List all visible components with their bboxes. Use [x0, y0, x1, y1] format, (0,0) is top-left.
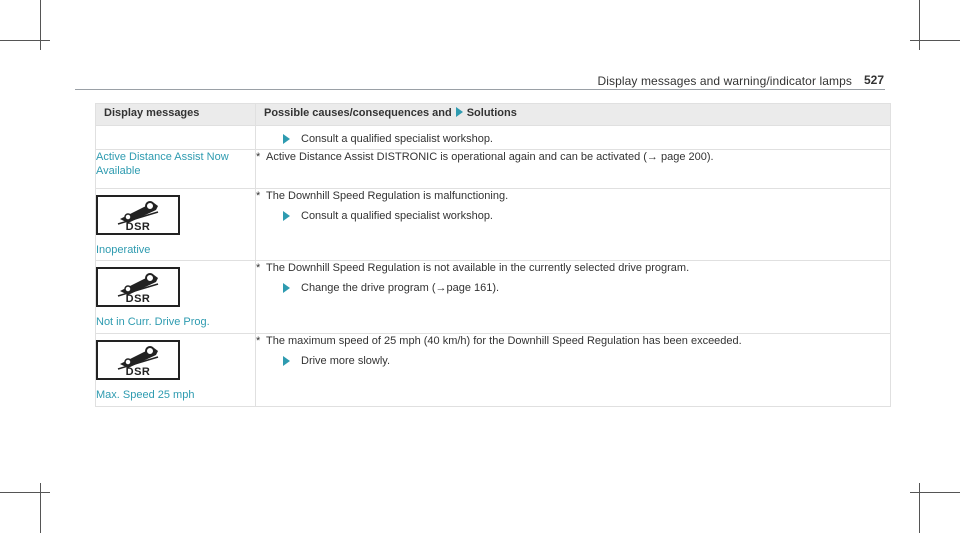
cause-text-body: The Downhill Speed Regulation is not available in the currently selected drive program. [266, 262, 690, 274]
bullet-text: Consult a qualified specialist workshop. [301, 210, 493, 222]
cause-text [256, 334, 890, 348]
cause-text [256, 189, 890, 203]
table-row [96, 150, 891, 189]
asterisk-icon: * [256, 335, 261, 347]
bullet-arrow-icon [283, 356, 290, 366]
bullet-arrow-icon [283, 211, 290, 221]
message-cell [96, 189, 256, 261]
header-display-messages [96, 104, 256, 126]
cause-text-body: The maximum speed of 25 mph (40 km/h) for the Downhill Speed Regulation has been exceeded. [266, 335, 742, 347]
header-causes-solutions [256, 104, 891, 126]
crop-mark-tr-v [919, 0, 920, 50]
crop-mark-tl-v [40, 0, 41, 50]
table-row [96, 261, 891, 334]
solution-bullet [256, 132, 890, 146]
solution-bullet [256, 281, 890, 295]
table-row [96, 334, 891, 407]
cause-text-suffix: page 200). [657, 151, 714, 163]
crop-mark-bl-h [0, 492, 50, 493]
cause-text-prefix: Active Distance Assist DISTRONIC is operational again and can be activated ( [266, 151, 647, 163]
solution-cell [256, 126, 891, 150]
solution-cell [256, 189, 891, 261]
crop-mark-tr-h [910, 40, 960, 41]
header-col2-prefix: Possible causes/consequences and [264, 107, 452, 119]
message-text: Max. Speed 25 mph [96, 389, 195, 401]
dsr-icon [96, 267, 180, 307]
section-title: Display messages and warning/indicator lamps [597, 74, 852, 88]
page-ref-arrow-icon: → [435, 282, 447, 294]
header-col2-suffix: Solutions [466, 107, 517, 119]
cause-text [256, 261, 890, 275]
display-messages-table [95, 103, 891, 407]
asterisk-icon: * [256, 151, 261, 163]
dsr-icon [96, 340, 180, 380]
crop-mark-tl-h [0, 40, 50, 41]
crop-mark-bl-v [40, 483, 41, 533]
message-text: Inoperative [96, 244, 151, 256]
dsr-icon-label: DSR [125, 293, 151, 305]
bullet-text-prefix: Change the drive program ( [301, 282, 436, 294]
bullet-text-suffix: page 161). [446, 282, 500, 294]
asterisk-icon: * [256, 262, 261, 274]
header-col1-label: Display messages [104, 107, 200, 119]
solution-cell [256, 261, 891, 334]
dsr-icon-label: DSR [125, 221, 151, 233]
dsr-icon [96, 195, 180, 235]
message-cell [96, 126, 256, 150]
solution-bullet [256, 209, 890, 223]
message-cell [96, 334, 256, 407]
message-cell [96, 150, 256, 189]
page-number: 527 [864, 73, 885, 87]
message-text-line2: Available [96, 165, 141, 177]
cause-text [256, 150, 890, 164]
solution-bullet [256, 354, 890, 368]
solution-cell [256, 334, 891, 407]
cause-text-body: The Downhill Speed Regulation is malfunctioning. [266, 190, 509, 202]
solution-arrow-icon [456, 107, 463, 117]
bullet-text: Drive more slowly. [301, 355, 391, 367]
crop-mark-br-v [919, 483, 920, 533]
dsr-icon-label: DSR [125, 366, 151, 378]
bullet-arrow-icon [283, 134, 290, 144]
table-row [96, 126, 891, 150]
page-ref-arrow-icon: → [646, 151, 658, 163]
message-cell [96, 261, 256, 334]
solution-cell [256, 150, 891, 189]
crop-mark-br-h [910, 492, 960, 493]
table-header-row [96, 104, 891, 126]
table-row [96, 189, 891, 261]
asterisk-icon: * [256, 190, 261, 202]
bullet-arrow-icon [283, 283, 290, 293]
header-rule [75, 89, 885, 90]
bullet-text: Consult a qualified specialist workshop. [301, 133, 493, 145]
message-text: Not in Curr. Drive Prog. [96, 316, 210, 328]
message-text-line1: Active Distance Assist Now [96, 151, 229, 163]
